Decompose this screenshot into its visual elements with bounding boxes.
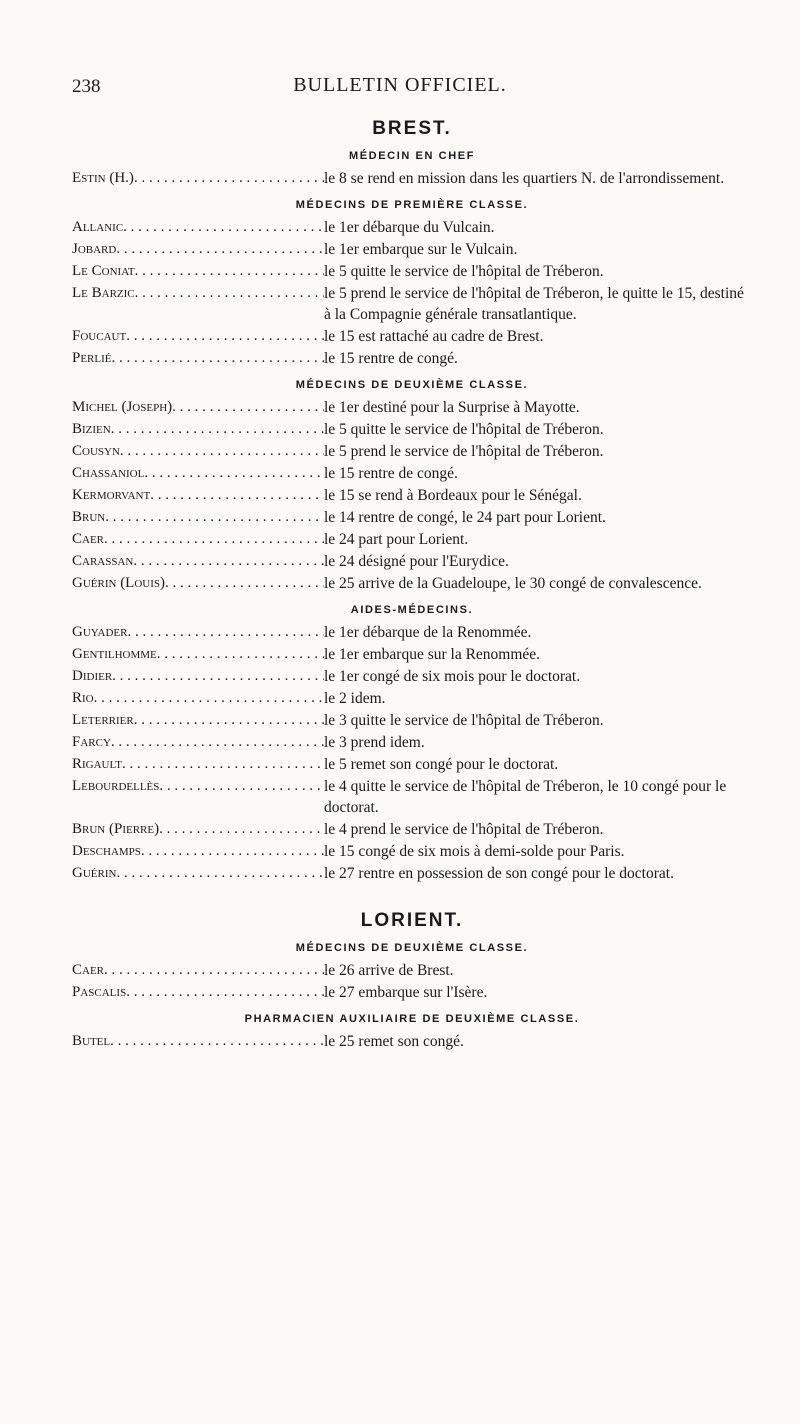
dot-leader	[123, 217, 324, 238]
entry-name-column	[72, 688, 324, 709]
entry-name-column	[72, 261, 324, 282]
entry-text: le 1er destiné pour la Surprise à Mayotte.	[324, 399, 580, 416]
entry-row	[72, 326, 752, 347]
entry-text: le 25 remet son congé.	[324, 1033, 464, 1050]
entry-text: le 15 congé de six mois à demi-solde pour Paris.	[324, 843, 625, 860]
entry-text: le 5 prend le service de l'hôpital de Tréberon, le quitte le 15, destiné à la Compagnie générale transatlantique.	[324, 285, 744, 323]
dot-leader	[126, 326, 324, 347]
page-header	[0, 70, 800, 100]
category-heading: AIDES-MÉDECINS.	[350, 604, 474, 616]
entry-name-column	[72, 239, 324, 260]
entry-row	[72, 217, 752, 238]
entry-row	[72, 485, 752, 506]
entry-text: le 1er congé de six mois pour le doctorat.	[324, 668, 581, 685]
officer-name: Lebourdellès	[72, 778, 160, 794]
category-heading: MÉDECINS DE DEUXIÈME CLASSE.	[295, 942, 529, 954]
entry-row	[72, 841, 752, 862]
entry-row	[72, 261, 752, 282]
running-title: BULLETIN OFFICIEL.	[293, 74, 507, 96]
category-heading: MÉDECINS DE PREMIÈRE CLASSE.	[295, 199, 529, 211]
officer-name: Leterrier	[72, 712, 134, 728]
entry-name-column	[72, 982, 324, 1003]
officer-name: Gentilhomme	[72, 646, 157, 662]
dot-leader	[159, 819, 324, 840]
entry-text: le 3 quitte le service de l'hôpital de Tréberon.	[324, 712, 604, 729]
dot-leader	[165, 573, 324, 594]
entry-row	[72, 551, 752, 572]
officer-name: Allanic	[72, 219, 124, 235]
entry-row	[72, 960, 752, 981]
document-body	[72, 112, 752, 1053]
entry-text: le 15 rentre de congé.	[324, 350, 458, 367]
entry-row	[72, 732, 752, 753]
officer-name: Butel	[72, 1033, 111, 1049]
entry-name-column	[72, 732, 324, 753]
entry-row	[72, 1031, 752, 1052]
entry-name-column	[72, 666, 324, 687]
entry-text: le 27 embarque sur l'Isère.	[324, 984, 488, 1001]
dot-leader	[172, 397, 324, 418]
entry-text: le 5 quitte le service de l'hôpital de Tréberon.	[324, 421, 604, 438]
entry-name-column	[72, 1031, 324, 1052]
dot-leader	[105, 507, 324, 528]
entry-name-column	[72, 507, 324, 528]
entry-name-column	[72, 863, 324, 884]
entry-name-column	[72, 819, 324, 840]
section-title: BREST.	[372, 118, 452, 139]
officer-name: Jobard	[72, 241, 117, 257]
entry-name-column	[72, 573, 324, 594]
officer-name: Carassan	[72, 553, 134, 569]
page-number: 238	[72, 76, 101, 97]
entry-name-column	[72, 397, 324, 418]
dot-leader	[122, 754, 324, 775]
dot-leader	[159, 776, 324, 818]
officer-name: Caer	[72, 531, 105, 547]
entry-name-column	[72, 960, 324, 981]
dot-leader	[104, 529, 324, 550]
dot-leader	[116, 239, 324, 260]
entry-row	[72, 754, 752, 775]
officer-name: Estin (H.)	[72, 170, 134, 186]
entry-row	[72, 982, 752, 1003]
entry-row	[72, 710, 752, 731]
entry-name-column	[72, 644, 324, 665]
entry-row	[72, 666, 752, 687]
entry-row	[72, 688, 752, 709]
entry-row	[72, 819, 752, 840]
entry-row	[72, 463, 752, 484]
entry-text: le 24 part pour Lorient.	[324, 531, 469, 548]
entry-name-column	[72, 710, 324, 731]
entry-row	[72, 348, 752, 369]
entry-text: le 25 arrive de la Guadeloupe, le 30 congé de convalescence.	[324, 575, 702, 592]
entry-text: le 15 est rattaché au cadre de Brest.	[324, 328, 544, 345]
entry-text: le 4 quitte le service de l'hôpital de Tréberon, le 10 congé pour le doctorat.	[324, 778, 727, 816]
entry-text: le 1er débarque du Vulcain.	[324, 219, 495, 236]
entry-text: le 4 prend le service de l'hôpital de Tréberon.	[324, 821, 604, 838]
officer-name: Perlié	[72, 350, 112, 366]
entry-name-column	[72, 485, 324, 506]
officer-name: Foucaut	[72, 328, 127, 344]
entry-name-column	[72, 463, 324, 484]
entry-text: le 26 arrive de Brest.	[324, 962, 454, 979]
officer-name: Brun (Pierre)	[72, 821, 160, 837]
entry-name-column	[72, 326, 324, 347]
entry-name-column	[72, 841, 324, 862]
category-heading: MÉDECIN EN CHEF	[348, 150, 476, 162]
entry-row	[72, 239, 752, 260]
dot-leader	[135, 283, 324, 325]
entry-name-column	[72, 419, 324, 440]
entry-text: le 3 prend idem.	[324, 734, 425, 751]
entry-row	[72, 419, 752, 440]
entry-name-column	[72, 441, 324, 462]
dot-leader	[112, 666, 324, 687]
entry-text: le 5 quitte le service de l'hôpital de Tréberon.	[324, 263, 604, 280]
dot-leader	[150, 485, 324, 506]
entry-name-column	[72, 622, 324, 643]
officer-name: Rio	[72, 690, 94, 706]
officer-name: Guérin (Louis)	[72, 575, 166, 591]
entry-row	[72, 397, 752, 418]
dot-leader	[135, 261, 324, 282]
dot-leader	[157, 644, 324, 665]
entry-name-column	[72, 168, 324, 189]
dot-leader	[112, 348, 325, 369]
entry-text: le 1er embarque sur le Vulcain.	[324, 241, 518, 258]
officer-name: Chassaniol	[72, 465, 145, 481]
dot-leader	[104, 960, 324, 981]
entry-row	[72, 283, 752, 325]
entry-row	[72, 168, 752, 189]
officer-name: Rigault	[72, 756, 122, 772]
entry-row	[72, 441, 752, 462]
dot-leader	[126, 982, 324, 1003]
officer-name: Deschamps	[72, 843, 141, 859]
category-heading: MÉDECINS DE DEUXIÈME CLASSE.	[295, 379, 529, 391]
officer-name: Guyader	[72, 624, 128, 640]
officer-name: Guérin	[72, 865, 117, 881]
officer-name: Pascalis	[72, 984, 127, 1000]
entry-text: le 5 remet son congé pour le doctorat.	[324, 756, 559, 773]
section-title: LORIENT.	[360, 910, 464, 931]
entry-row	[72, 507, 752, 528]
entry-text: le 24 désigné pour l'Eurydice.	[324, 553, 509, 570]
dot-leader	[116, 863, 324, 884]
dot-leader	[141, 841, 324, 862]
officer-name: Cousyn	[72, 443, 120, 459]
category-heading: PHARMACIEN AUXILIAIRE DE DEUXIÈME CLASSE.	[244, 1013, 580, 1025]
entry-text: le 5 prend le service de l'hôpital de Tréberon.	[324, 443, 604, 460]
entry-name-column	[72, 283, 324, 325]
entry-text: le 1er débarque de la Renommée.	[324, 624, 532, 641]
entry-row	[72, 529, 752, 550]
entry-name-column	[72, 217, 324, 238]
officer-name: Farcy	[72, 734, 111, 750]
dot-leader	[110, 1031, 324, 1052]
entry-name-column	[72, 754, 324, 775]
dot-leader	[120, 441, 324, 462]
entry-row	[72, 622, 752, 643]
dot-leader	[134, 168, 324, 189]
officer-name: Didier	[72, 668, 113, 684]
dot-leader	[134, 710, 324, 731]
entry-name-column	[72, 551, 324, 572]
dot-leader	[127, 622, 324, 643]
officer-name: Michel (Joseph)	[72, 399, 173, 415]
entry-text: le 15 se rend à Bordeaux pour le Sénégal.	[324, 487, 582, 504]
entry-text: le 15 rentre de congé.	[324, 465, 458, 482]
entry-name-column	[72, 529, 324, 550]
entry-text: le 8 se rend en mission dans les quartiers N. de l'arrondissement.	[324, 170, 725, 187]
entry-row	[72, 776, 752, 818]
dot-leader	[111, 732, 324, 753]
entry-name-column	[72, 776, 324, 818]
entry-text: le 2 idem.	[324, 690, 386, 707]
officer-name: Bizien	[72, 421, 111, 437]
officer-name: Le Barzic	[72, 285, 135, 301]
entry-text: le 1er embarque sur la Renommée.	[324, 646, 541, 663]
entry-name-column	[72, 348, 324, 369]
officer-name: Kermorvant	[72, 487, 151, 503]
dot-leader	[111, 419, 324, 440]
dot-leader	[144, 463, 324, 484]
entry-text: le 14 rentre de congé, le 24 part pour Lorient.	[324, 509, 606, 526]
officer-name: Brun	[72, 509, 106, 525]
entry-text: le 27 rentre en possession de son congé pour le doctorat.	[324, 865, 674, 882]
entry-row	[72, 644, 752, 665]
dot-leader	[94, 688, 324, 709]
entry-row	[72, 573, 752, 594]
dot-leader	[133, 551, 324, 572]
officer-name: Le Coniat	[72, 263, 135, 279]
officer-name: Caer	[72, 962, 105, 978]
entry-row	[72, 863, 752, 884]
